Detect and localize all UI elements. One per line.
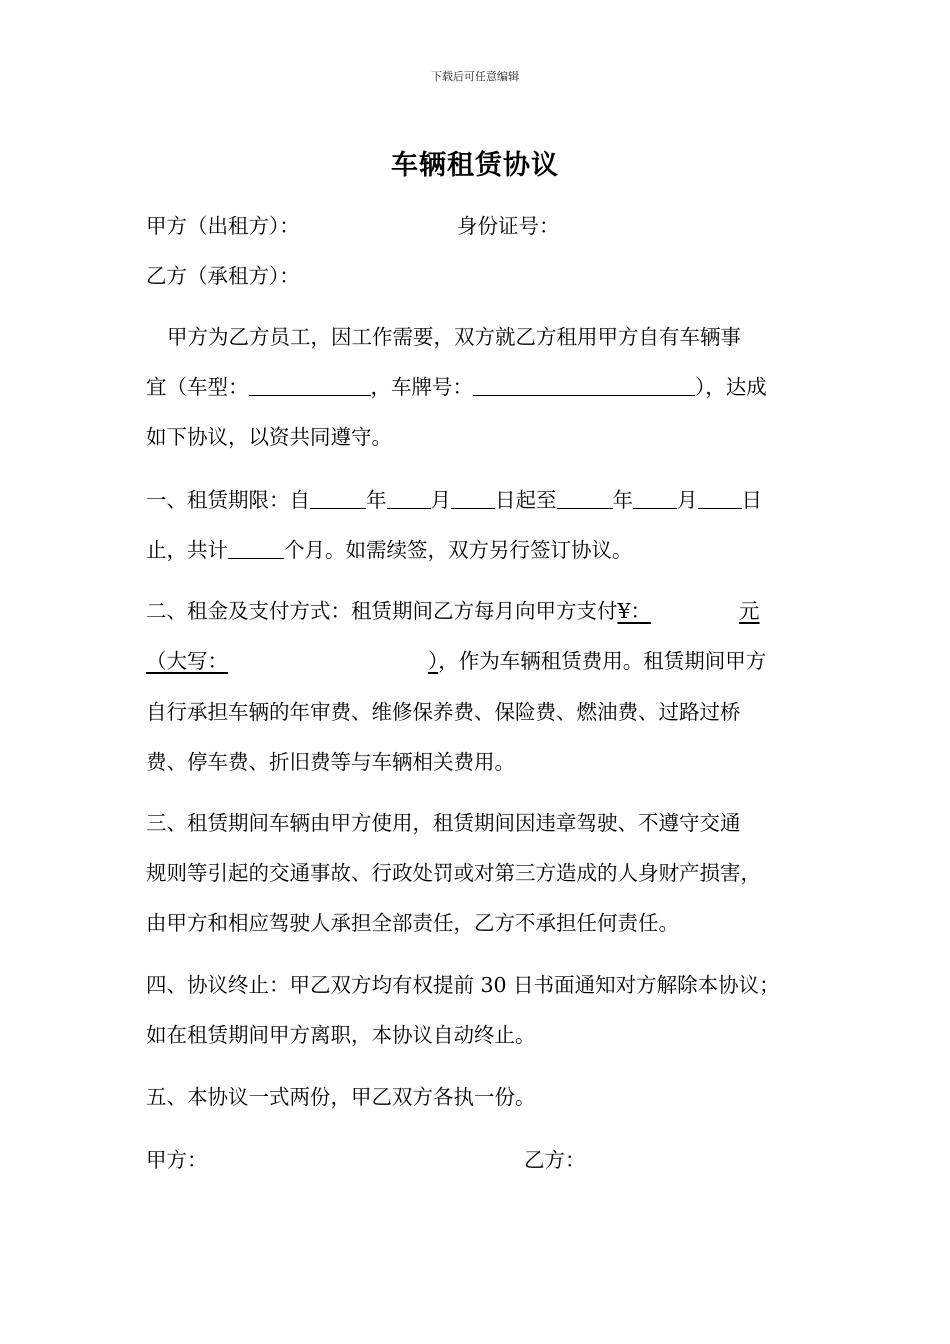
document-title: 车辆租赁协议 — [391, 150, 559, 181]
end-year-blank — [557, 486, 613, 509]
clause-1-line-2 — [146, 536, 633, 564]
party-b-label: 乙方（承租方）： — [146, 264, 300, 288]
end-month-blank — [633, 486, 677, 509]
clause-2-prefix: 二、租金及支付方式：租赁期间乙方每月向甲方支付 — [146, 599, 618, 623]
yen-label: ¥： — [617, 599, 652, 623]
car-model-label: 宜（车型： — [146, 375, 249, 399]
clause-1-line-2-tail: 个月。如需续签，双方另行签订协议。 — [284, 538, 633, 562]
total-label: 止，共计 — [146, 538, 228, 562]
clause-5-line-1: 五、本协议一式两份，甲乙双方各执一份。 — [146, 1085, 536, 1109]
party-a-label: 甲方（出租方）： — [146, 214, 300, 238]
start-month-blank — [387, 486, 431, 509]
clause-1-prefix: 一、租赁期限：自 — [146, 488, 310, 512]
end-day-label: 日 — [741, 488, 762, 512]
yuan-label: 元 — [739, 599, 760, 623]
intro-line-3: 如下协议，以资共同遵守。 — [146, 425, 392, 449]
end-day-blank — [698, 486, 742, 509]
months-blank — [228, 536, 284, 559]
clause-4-line-2: 如在租赁期间甲方离职，本协议自动终止。 — [146, 1023, 536, 1047]
rent-amount-words-field — [146, 649, 438, 673]
in-words-label: （大写： — [146, 649, 228, 673]
clause-4-line-1: 四、协议终止：甲乙双方均有权提前 30 日书面通知对方解除本协议； — [146, 973, 780, 997]
intro-line-2-tail: ），达成 — [695, 375, 767, 399]
clause-3-line-2: 规则等引起的交通事故、行政处罚或对第三方造成的人身财产损害， — [146, 861, 761, 885]
intro-line-2 — [146, 373, 767, 401]
signature-party-a: 甲方： — [146, 1148, 208, 1172]
signature-party-b: 乙方： — [524, 1148, 586, 1172]
header-note: 下载后可任意编辑 — [431, 70, 519, 83]
start-year-blank — [310, 486, 366, 509]
clause-2-line-4: 费、停车费、折旧费等与车辆相关费用。 — [146, 750, 515, 774]
plate-number-blank — [473, 373, 695, 396]
rent-amount-field — [618, 599, 760, 623]
intro-line-1: 甲方为乙方员工，因工作需要，双方就乙方租用甲方自有车辆事 — [167, 325, 741, 349]
start-day-blank — [451, 486, 495, 509]
month-label-2: 月 — [677, 488, 698, 512]
clause-2-line-2 — [146, 647, 766, 675]
in-words-close: ） — [428, 649, 439, 673]
start-suffix: 日起至 — [495, 488, 557, 512]
clause-1-line-1 — [146, 486, 762, 514]
clause-3-line-3: 由甲方和相应驾驶人承担全部责任，乙方不承担任何责任。 — [146, 911, 679, 935]
year-label-2: 年 — [612, 488, 633, 512]
clause-2-line-3: 自行承担车辆的年审费、维修保养费、保险费、燃油费、过路过桥 — [146, 700, 741, 724]
year-label: 年 — [366, 488, 387, 512]
id-number-label: 身份证号： — [457, 214, 560, 238]
clause-3-line-1: 三、租赁期间车辆由甲方使用，租赁期间因违章驾驶、不遵守交通 — [146, 811, 741, 835]
car-model-blank — [249, 373, 371, 396]
clause-2-line-2-tail: ，作为车辆租赁费用。租赁期间甲方 — [438, 649, 767, 673]
month-label: 月 — [430, 488, 451, 512]
clause-2-line-1 — [146, 597, 760, 625]
plate-number-label: ，车牌号： — [370, 375, 473, 399]
